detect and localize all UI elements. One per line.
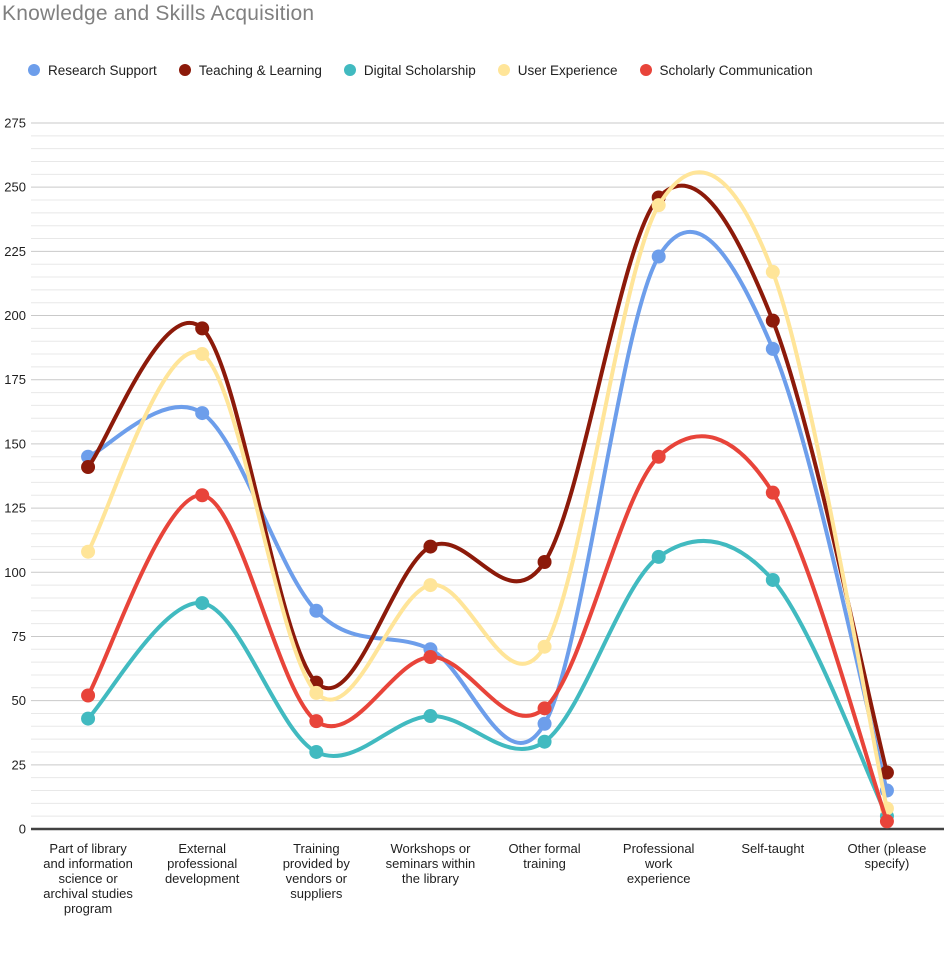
x-axis-label: Workshops or seminars within the library	[385, 841, 476, 886]
y-axis-tick-label: 250	[4, 179, 26, 195]
data-point[interactable]	[81, 689, 95, 703]
legend-label: Teaching & Learning	[198, 62, 322, 78]
x-axis-label: Part of library and information science or archival studies program	[43, 841, 133, 916]
data-point[interactable]	[195, 406, 209, 420]
y-axis-tick-label: 50	[11, 693, 26, 709]
y-axis-tick-label: 225	[4, 243, 26, 259]
y-axis-tick-label: 150	[4, 436, 26, 452]
y-axis-tick-label: 200	[4, 308, 26, 324]
x-axis-label: External professional development	[164, 841, 240, 886]
data-point[interactable]	[309, 745, 323, 759]
data-point[interactable]	[423, 650, 437, 664]
y-axis-tick-label: 25	[11, 757, 26, 773]
data-point[interactable]	[195, 347, 209, 361]
x-axis-label: Other formal training	[508, 841, 581, 871]
data-point[interactable]	[81, 712, 95, 726]
data-point[interactable]	[423, 540, 437, 554]
data-point[interactable]	[766, 314, 780, 328]
data-point[interactable]	[766, 342, 780, 356]
x-axis-label: Professional work experience	[622, 841, 695, 886]
data-point[interactable]	[766, 486, 780, 500]
data-point[interactable]	[538, 701, 552, 715]
y-axis-tick-label: 125	[4, 500, 26, 516]
data-point[interactable]	[195, 321, 209, 335]
legend-label: Digital Scholarship	[363, 62, 476, 78]
data-point[interactable]	[309, 604, 323, 618]
data-point[interactable]	[766, 573, 780, 587]
data-point[interactable]	[880, 814, 894, 828]
data-point[interactable]	[81, 460, 95, 474]
legend-label: User Experience	[517, 62, 618, 78]
data-point[interactable]	[538, 640, 552, 654]
data-point[interactable]	[423, 578, 437, 592]
data-point[interactable]	[538, 555, 552, 569]
data-point[interactable]	[652, 550, 666, 564]
data-point[interactable]	[652, 198, 666, 212]
data-point[interactable]	[652, 450, 666, 464]
data-point[interactable]	[423, 709, 437, 723]
legend-label: Scholarly Communication	[659, 62, 813, 78]
data-point[interactable]	[309, 686, 323, 700]
data-point[interactable]	[195, 488, 209, 502]
x-axis-label: Training provided by vendors or suppliers	[282, 841, 350, 901]
chart-title: Knowledge and Skills Acquisition	[2, 2, 315, 25]
data-point[interactable]	[538, 735, 552, 749]
data-point[interactable]	[81, 545, 95, 559]
y-axis-tick-label: 0	[18, 821, 26, 837]
data-point[interactable]	[538, 717, 552, 731]
y-axis-tick-label: 100	[4, 564, 26, 580]
x-axis-label: Other (please specify)	[847, 841, 927, 871]
x-axis-label: Self-taught	[741, 841, 805, 856]
legend-label: Research Support	[48, 62, 157, 78]
data-point[interactable]	[766, 265, 780, 279]
y-axis-tick-label: 75	[11, 628, 26, 644]
data-point[interactable]	[195, 596, 209, 610]
y-axis-tick-label: 275	[4, 115, 26, 131]
data-point[interactable]	[309, 714, 323, 728]
data-point[interactable]	[652, 249, 666, 263]
y-axis-tick-label: 175	[4, 372, 26, 388]
